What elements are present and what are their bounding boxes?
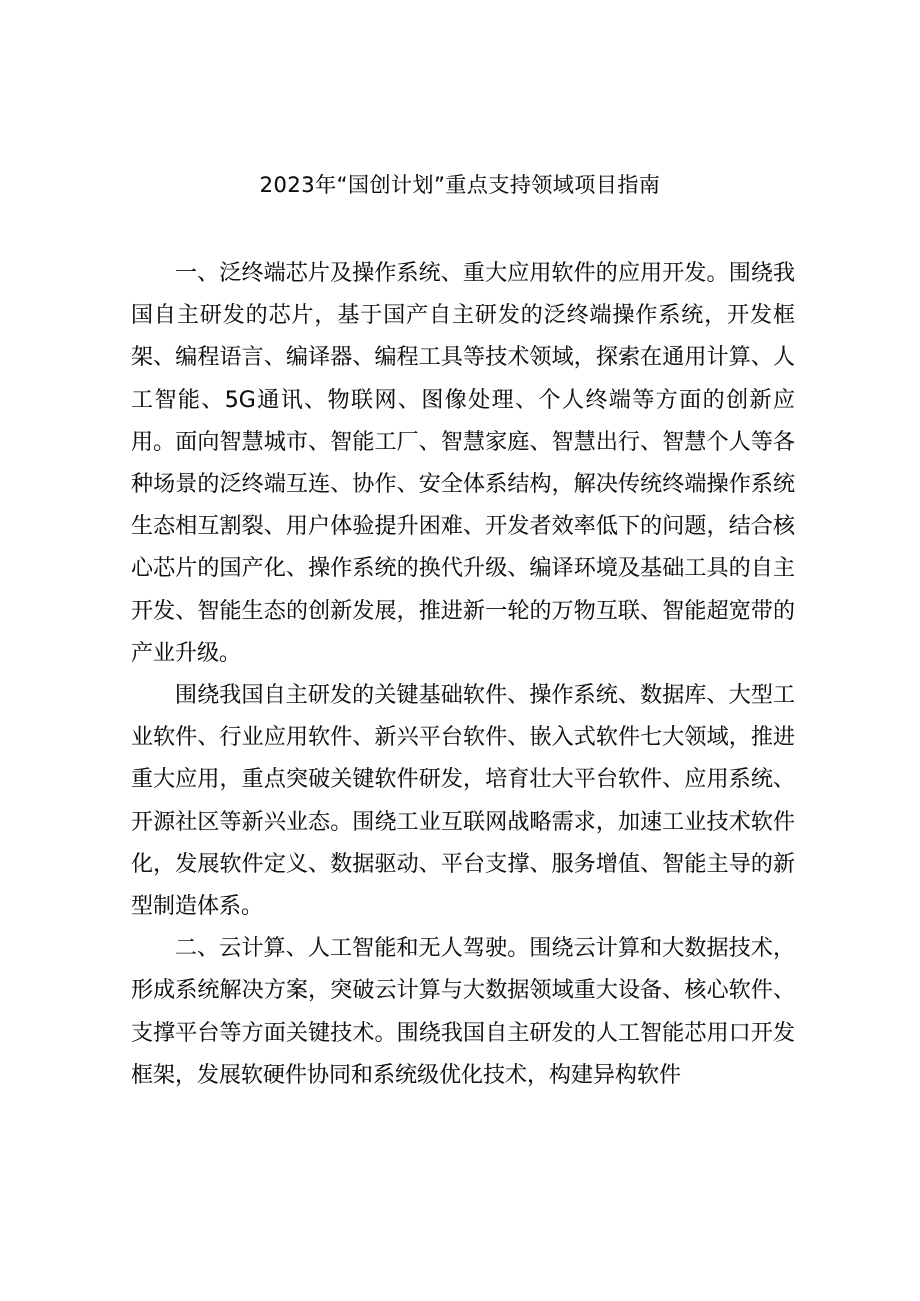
- document-body: [131, 253, 795, 1097]
- paragraph-basic-software: 围绕我国自主研发的关键基础软件、操作系统、数据库、大型工业软件、行业应用软件、新兴平台软件、嵌入式软件七大领域，推进重大应用，重点突破关键软件研发，培育壮大平台软件、应用系统、开源社区等新兴业态。围绕工业互联网战略需求，加速工业技术软件化，发展软件定义、数据驱动、平台支撑、服务增值、智能主导的新型制造体系。: [131, 683, 795, 920]
- paragraph-terminal-chips-os: 一、泛终端芯片及操作系统、重大应用软件的应用开发。围绕我国自主研发的芯片，基于国产自主研发的泛终端操作系统，开发框架、编程语言、编译器、编程工具等技术领域，探索在通用计算、人工智能、5G通讯、物联网、图像处理、个人终端等方面的创新应用。面向智慧城市、智能工厂、智慧家庭、智慧出行、智慧个人等各种场景的泛终端互连、协作、安全体系结构，解决传统终端操作系统生态相互割裂、用户体验提升困难、开发者效率低下的问题，结合核心芯片的国产化、操作系统的换代升级、编译环境及基础工具的自主开发、智能生态的创新发展，推进新一轮的万物互联、智能超宽带的产业升级。: [131, 261, 795, 666]
- paragraph-cloud-ai-driving: 二、云计算、人工智能和无人驾驶。围绕云计算和大数据技术，形成系统解决方案，突破云计算与大数据领域重大设备、核心软件、支撑平台等方面关键技术。围绕我国自主研发的人工智能芯用口开发框架，发展软硬件协同和系统级优化技术，构建异构软件: [131, 936, 795, 1088]
- document-title: 2023年“国创计划”重点支持领域项目指南: [259, 173, 661, 197]
